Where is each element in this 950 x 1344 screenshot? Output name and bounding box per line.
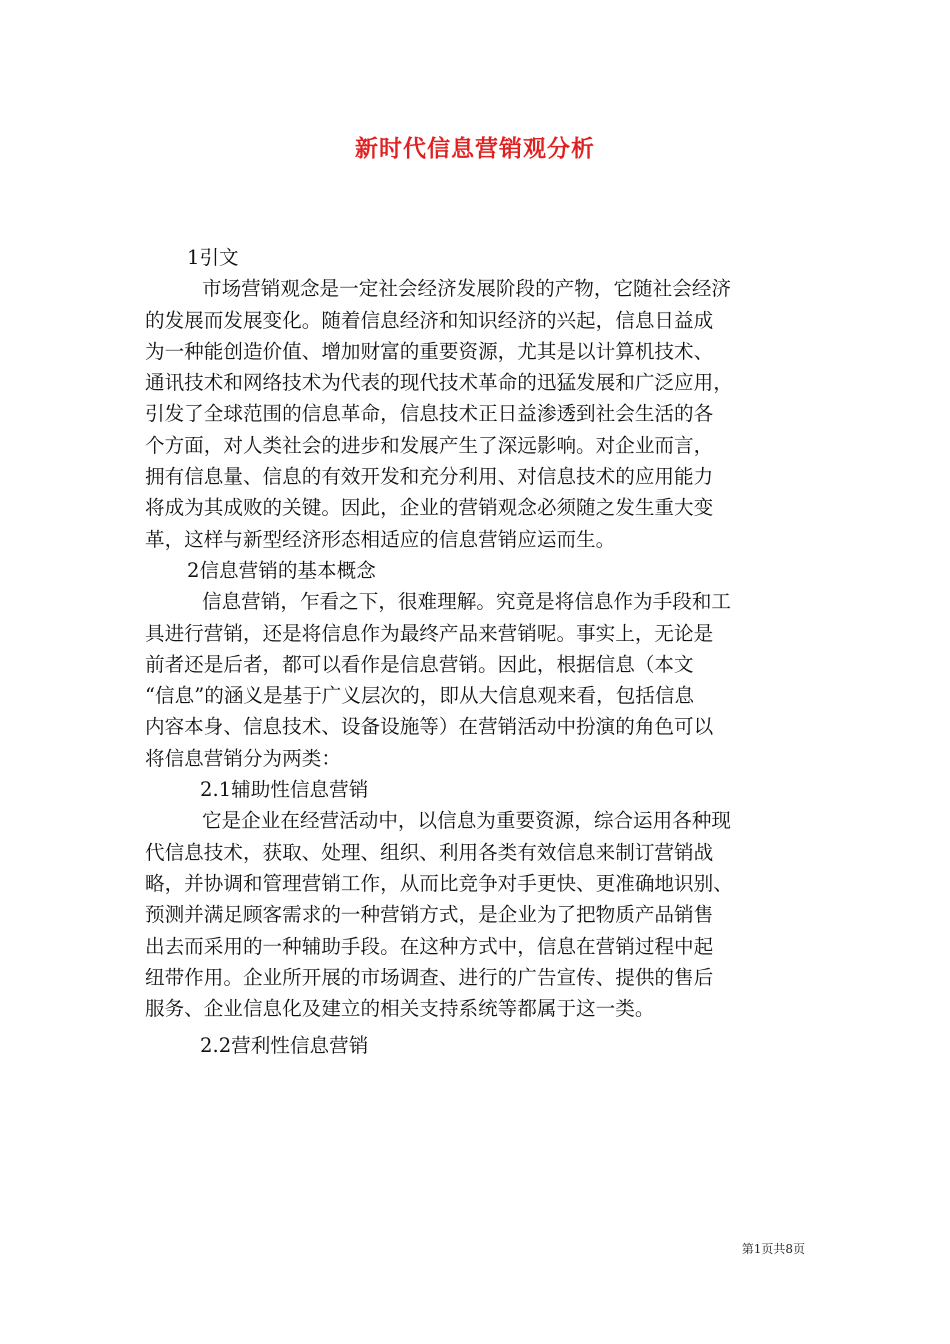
- text-line: 出去而采用的一种辅助手段。在这种方式中，信息在营销过程中起: [145, 934, 714, 958]
- text-line: 纽带作用。企业所开展的市场调查、进行的广告宣传、提供的售后: [145, 965, 714, 989]
- text-line: 略，并协调和管理营销工作，从而比竞争对手更快、更准确地识别、: [145, 871, 733, 895]
- text-line: 的发展而发展变化。随着信息经济和知识经济的兴起，信息日益成: [145, 308, 714, 332]
- document-body: [145, 242, 810, 1062]
- text-line: 为一种能创造价值、增加财富的重要资源，尤其是以计算机技术、: [145, 339, 714, 363]
- text-line: 市场营销观念是一定社会经济发展阶段的产物，它随社会经济: [202, 277, 732, 301]
- text-line: 代信息技术，获取、处理、组织、利用各类有效信息来制订营销战: [145, 840, 714, 864]
- text-line: 拥有信息量、信息的有效开发和充分利用、对信息技术的应用能力: [145, 465, 714, 489]
- text-line: 通讯技术和网络技术为代表的现代技术革命的迅猛发展和广泛应用，: [145, 371, 733, 395]
- page-number: 第1页共8页: [741, 1242, 805, 1256]
- text-line: 具进行营销，还是将信息作为最终产品来营销呢。事实上，无论是: [145, 621, 714, 645]
- text-line: “信息”的涵义是基于广义层次的，即从大信息观来看，包括信息: [145, 684, 695, 708]
- text-line: 服务、企业信息化及建立的相关支持系统等都属于这一类。: [145, 997, 655, 1021]
- subsection-heading: 2.2营利性信息营销: [200, 1034, 369, 1058]
- paragraph: [145, 273, 810, 555]
- section-heading: 1引文: [187, 246, 239, 269]
- text-line: 引发了全球范围的信息革命，信息技术正日益渗透到社会生活的各: [145, 402, 714, 426]
- text-line: 内容本身、信息技术、设备设施等）在营销活动中扮演的角色可以: [145, 715, 714, 739]
- section-heading: 2信息营销的基本概念: [187, 558, 376, 582]
- paragraph: [145, 586, 810, 774]
- document-title: 新时代信息营销观分析: [355, 135, 595, 162]
- text-line: 革，这样与新型经济形态相适应的信息营销应运而生。: [145, 527, 616, 551]
- text-line: 前者还是后者，都可以看作是信息营销。因此，根据信息（本文: [145, 652, 694, 676]
- paragraph: [145, 805, 810, 1024]
- subsection-heading: 2.1辅助性信息营销: [200, 778, 369, 802]
- text-line: 预测并满足顾客需求的一种营销方式，是企业为了把物质产品销售: [145, 903, 714, 927]
- text-line: 它是企业在经营活动中，以信息为重要资源，综合运用各种现: [202, 809, 732, 833]
- text-line: 将成为其成败的关键。因此，企业的营销观念必须随之发生重大变: [145, 496, 714, 520]
- text-line: 信息营销，乍看之下，很难理解。究竟是将信息作为手段和工: [202, 590, 732, 614]
- text-line: 个方面，对人类社会的进步和发展产生了深远影响。对企业而言，: [145, 433, 714, 457]
- text-line: 将信息营销分为两类：: [145, 746, 341, 770]
